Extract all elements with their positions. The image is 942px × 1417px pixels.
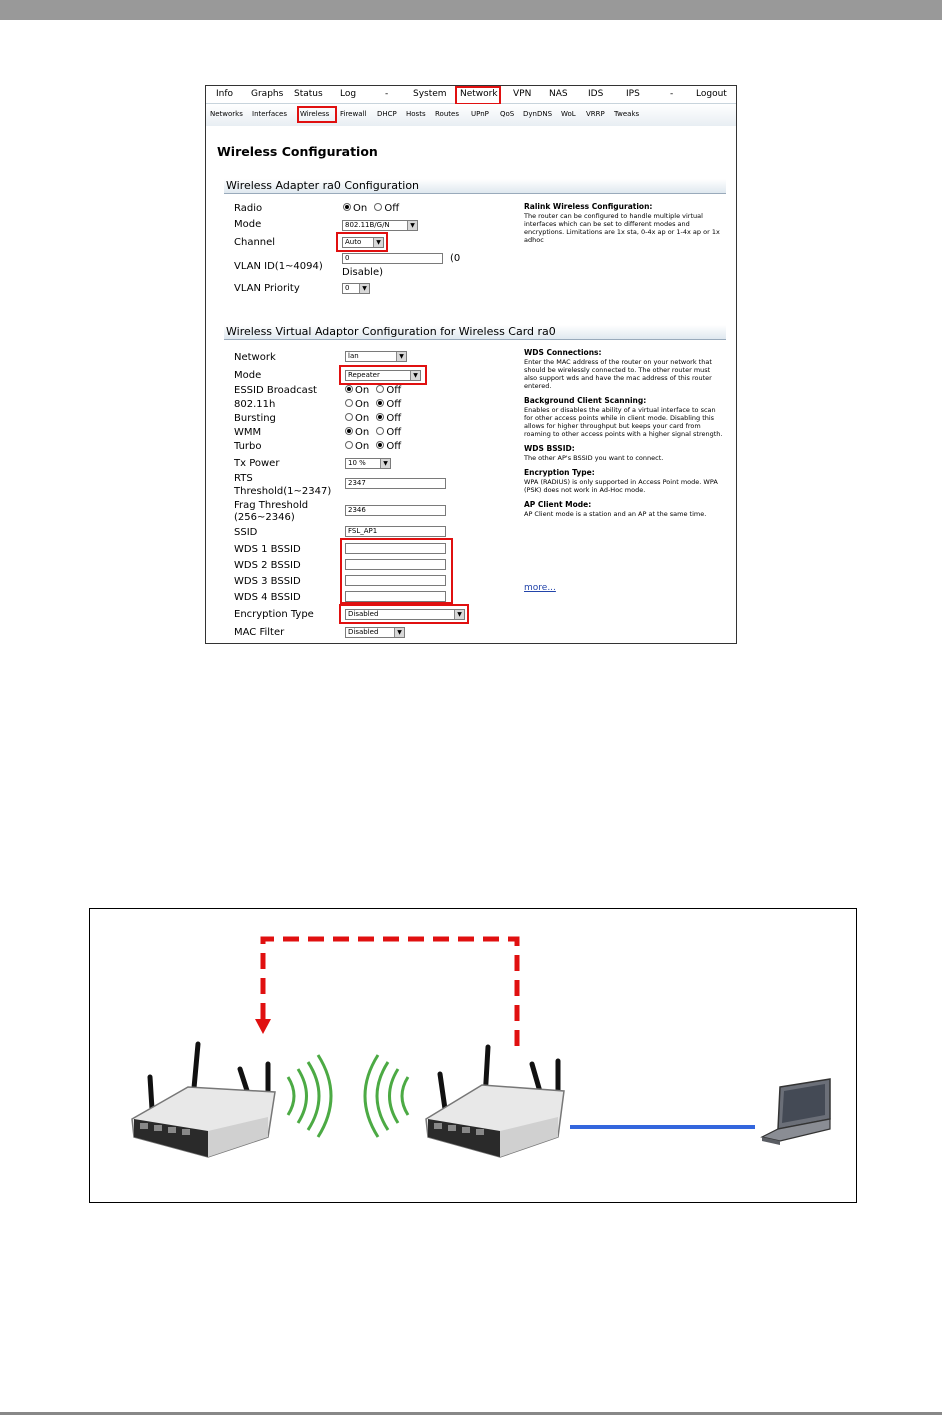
mode-select-value: 802.11B/G/N — [345, 221, 390, 229]
off-label: Off — [386, 385, 402, 396]
on-label: On — [355, 441, 370, 452]
router-screenshot — [205, 85, 737, 644]
page-header-bar — [0, 0, 942, 20]
page-title: Wireless Configuration — [217, 144, 378, 159]
submenu-item-qos[interactable]: QoS — [500, 110, 515, 118]
vlan-id-label: VLAN ID(1~4094) — [234, 261, 323, 272]
chevron-down-icon: ▼ — [396, 352, 406, 361]
help-block — [524, 444, 724, 462]
section-title: Wireless Virtual Adaptor Configuration for Wireless Card ra0 — [226, 325, 556, 338]
wds3-label: WDS 3 BSSID — [234, 576, 301, 587]
chevron-down-icon: ▼ — [359, 284, 369, 293]
submenu-item-networks[interactable]: Networks — [210, 110, 243, 118]
menu-item-ips[interactable]: IPS — [626, 89, 640, 99]
help-text: WPA (RADIUS) is only supported in Access Point mode. WPA (PSK) does not work in Ad-Hoc mode. — [524, 478, 718, 494]
encryption-type-value: Disabled — [348, 610, 379, 618]
on-label: On — [355, 413, 370, 424]
menu-item-ids[interactable]: IDS — [588, 89, 604, 99]
mode-highlight-box — [339, 365, 427, 385]
help-text: The other AP's BSSID you want to connect. — [524, 454, 664, 462]
menu-item-info[interactable]: Info — [216, 89, 234, 99]
help-heading: Ralink Wireless Configuration: — [524, 202, 653, 211]
section-header-adapter — [224, 179, 726, 194]
dot11h-toggle — [345, 399, 401, 410]
help-block — [524, 396, 724, 438]
menu-item-nas[interactable]: NAS — [549, 89, 568, 99]
essid-off-option[interactable] — [376, 385, 384, 393]
off-label: Off — [386, 413, 402, 424]
off-label: Off — [386, 441, 402, 452]
radio-off-option[interactable] — [374, 203, 382, 211]
wifi-signal-right-icon — [288, 1055, 331, 1137]
chevron-down-icon: ▼ — [454, 610, 464, 619]
submenu-item-interfaces[interactable]: Interfaces — [252, 110, 287, 118]
off-label: Off — [386, 427, 402, 438]
radio-toggle — [343, 203, 399, 214]
submenu-item-firewall[interactable]: Firewall — [340, 110, 367, 118]
help-text: The router can be configured to handle multiple virtual interfaces which can be set to different modes and encryptions. Limitations are 1x sta, 0-4x ap or 1-4x ap or 1x adhoc — [524, 212, 720, 244]
menu-item-vpn[interactable]: VPN — [513, 89, 532, 99]
mac-filter-label: MAC Filter — [234, 627, 285, 638]
off-label: Off — [386, 399, 402, 410]
bursting-toggle — [345, 413, 401, 424]
help-text: AP Client mode is a station and an AP at the same time. — [524, 510, 707, 518]
encryption-type-label: Encryption Type — [234, 609, 314, 620]
help-text: Enables or disables the ability of a virtual interface to scan for other access points while in client mode. Disabling this allows for higher throughput but keeps your card from roaming to other access points with a higher signal strength. — [524, 406, 723, 438]
radio-on-option[interactable] — [343, 203, 351, 211]
on-label: On — [355, 385, 370, 396]
menu-item-network[interactable]: Network — [460, 89, 498, 99]
submenu-item-dhcp[interactable]: DHCP — [377, 110, 397, 118]
rts-label-line2: Threshold(1~2347) — [234, 486, 332, 497]
help-block — [524, 500, 724, 518]
menu-item-log[interactable]: Log — [340, 89, 357, 99]
submenu-item-hosts[interactable]: Hosts — [406, 110, 426, 118]
vlan-hint-b: Disable) — [342, 267, 383, 278]
radio-off-label: Off — [384, 203, 400, 214]
radio-label: Radio — [234, 203, 263, 214]
router-left-icon — [132, 1044, 275, 1157]
submenu-item-dyndns[interactable]: DynDNS — [523, 110, 553, 118]
help-heading: WDS Connections: — [524, 348, 602, 357]
more-link[interactable]: more... — [524, 583, 556, 593]
encryption-highlight-box — [339, 604, 469, 624]
chevron-down-icon: ▼ — [410, 371, 420, 380]
vlan-priority-value: 0 — [345, 284, 350, 292]
menu-separator: - — [385, 89, 389, 99]
wmm-on-option[interactable] — [345, 427, 353, 435]
frag-threshold-input[interactable]: 2346 — [345, 505, 446, 516]
essid-broadcast-label: ESSID Broadcast — [234, 385, 317, 396]
section-header-virtual-adaptor — [224, 325, 726, 340]
router-right-icon — [426, 1047, 564, 1157]
wds1-label: WDS 1 BSSID — [234, 544, 301, 555]
help-heading: Encryption Type: — [524, 468, 595, 477]
chevron-down-icon: ▼ — [380, 459, 390, 468]
help-text: Enter the MAC address of the router on your network that should be wirelessly connected to. The other router must also support wds and have the mac address of this router entered. — [524, 358, 712, 390]
network-highlight-box — [455, 86, 501, 105]
submenu-item-wireless[interactable]: Wireless — [300, 110, 330, 118]
dot11h-off-option[interactable] — [376, 399, 384, 407]
help-ralink — [524, 202, 724, 244]
vap-mode-label: Mode — [234, 370, 262, 381]
help-block — [524, 468, 724, 494]
rts-label-line1: RTS — [234, 473, 253, 484]
tx-power-label: Tx Power — [234, 458, 280, 469]
wireless-highlight-box — [297, 106, 337, 123]
bursting-off-option[interactable] — [376, 413, 384, 421]
vlan-hint-a: (0 — [450, 253, 461, 264]
menu-item-system[interactable]: System — [413, 89, 447, 99]
menu-item-logout[interactable]: Logout — [696, 89, 727, 99]
chevron-down-icon: ▼ — [407, 221, 417, 230]
help-panel — [524, 348, 724, 518]
submenu-item-upnp[interactable]: UPnP — [471, 110, 489, 118]
laptop-icon — [762, 1079, 830, 1145]
tx-power-value: 10 % — [348, 459, 366, 467]
repeater-diagram — [89, 908, 857, 1203]
menu-separator: - — [670, 89, 674, 99]
arrow-down-icon — [255, 1019, 271, 1034]
sub-menu — [206, 104, 736, 126]
chevron-down-icon: ▼ — [394, 628, 404, 637]
submenu-item-wol[interactable]: WoL — [561, 110, 576, 118]
help-block — [524, 348, 724, 390]
dot11h-on-option[interactable] — [345, 399, 353, 407]
turbo-label: Turbo — [234, 441, 262, 452]
ssid-input[interactable]: FSL_AP1 — [345, 526, 446, 537]
page-footer-line — [0, 1412, 942, 1415]
help-heading: WDS BSSID: — [524, 444, 575, 453]
bursting-label: Bursting — [234, 413, 276, 424]
submenu-item-vrrp[interactable]: VRRP — [586, 110, 605, 118]
mac-filter-value: Disabled — [348, 628, 379, 636]
mode-select[interactable] — [342, 220, 418, 231]
wmm-off-option[interactable] — [376, 427, 384, 435]
network-select[interactable] — [345, 351, 407, 362]
chevron-down-icon: ▼ — [373, 238, 383, 247]
wifi-signal-left-icon — [365, 1055, 408, 1137]
help-heading: Background Client Scanning: — [524, 396, 647, 405]
turbo-off-option[interactable] — [376, 441, 384, 449]
essid-on-option[interactable] — [345, 385, 353, 393]
turbo-toggle — [345, 441, 401, 452]
vap-mode-value: Repeater — [348, 371, 380, 379]
essid-broadcast-toggle — [345, 385, 401, 396]
rts-threshold-input[interactable]: 2347 — [345, 478, 446, 489]
mac-filter-select[interactable] — [345, 627, 405, 638]
turbo-on-option[interactable] — [345, 441, 353, 449]
wds-link-line — [263, 939, 517, 1046]
wds4-label: WDS 4 BSSID — [234, 592, 301, 603]
mode-label: Mode — [234, 219, 262, 230]
tx-power-select[interactable] — [345, 458, 391, 469]
help-heading: AP Client Mode: — [524, 500, 592, 509]
menu-item-status[interactable]: Status — [294, 89, 323, 99]
section-title: Wireless Adapter ra0 Configuration — [226, 179, 420, 192]
on-label: On — [355, 399, 370, 410]
vlan-id-input[interactable]: 0 — [342, 253, 443, 264]
ssid-label: SSID — [234, 527, 258, 538]
diagram-canvas — [90, 909, 856, 1202]
wmm-label: WMM — [234, 427, 262, 438]
channel-select-value: Auto — [345, 238, 362, 246]
vlan-priority-label: VLAN Priority — [234, 283, 300, 294]
network-select-value: lan — [348, 352, 359, 360]
wmm-toggle — [345, 427, 401, 438]
submenu-item-tweaks[interactable]: Tweaks — [614, 110, 640, 118]
submenu-item-routes[interactable]: Routes — [435, 110, 459, 118]
frag-label-line1: Frag Threshold — [234, 500, 309, 511]
bursting-on-option[interactable] — [345, 413, 353, 421]
wds2-label: WDS 2 BSSID — [234, 560, 301, 571]
on-label: On — [355, 427, 370, 438]
vlan-priority-select[interactable] — [342, 283, 370, 294]
network-label: Network — [234, 352, 276, 363]
frag-label-line2: (256~2346) — [234, 512, 295, 523]
channel-label: Channel — [234, 237, 276, 248]
radio-on-label: On — [353, 203, 368, 214]
wds-highlight-box — [340, 538, 453, 604]
channel-highlight-box — [336, 232, 388, 252]
menu-item-graphs[interactable]: Graphs — [251, 89, 284, 99]
dot11h-label: 802.11h — [234, 399, 276, 410]
